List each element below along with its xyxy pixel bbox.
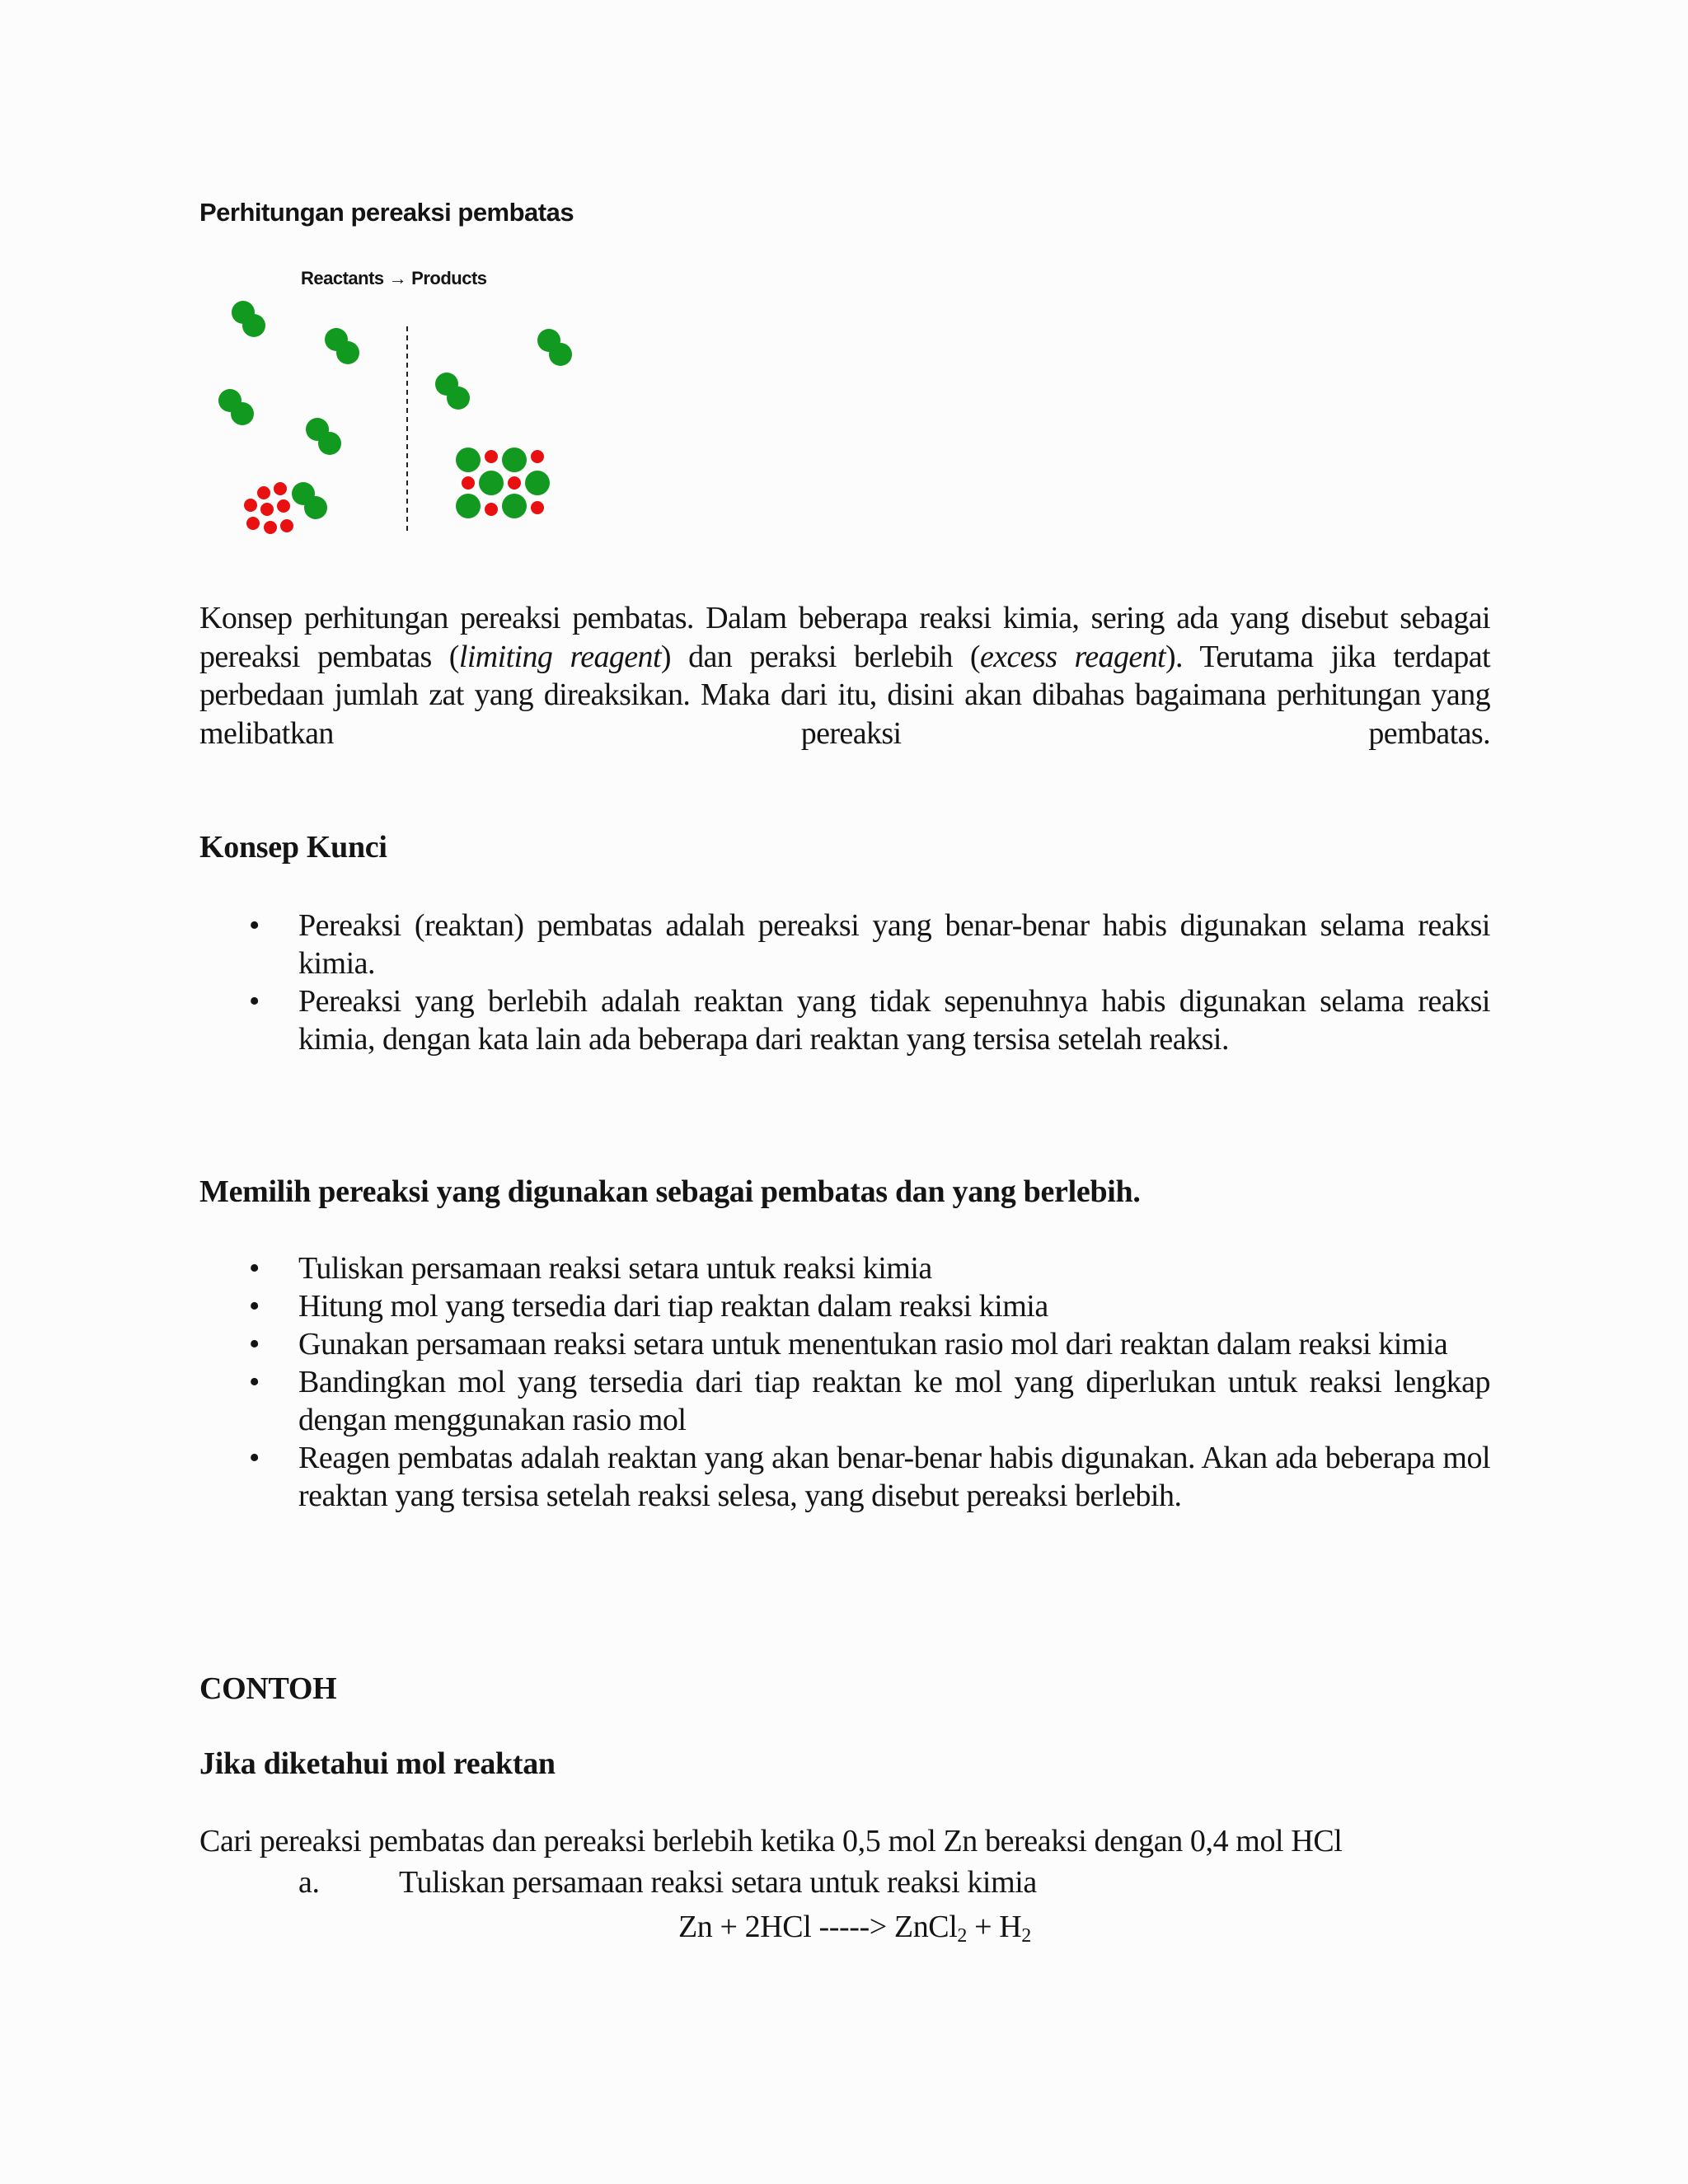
list-item-text: Reagen pembatas adalah reaktan yang akan benar-benar habis digunakan. Akan ada beberapa mol reaktan yang tersisa setelah reaksi selesa, yang disebut pereaksi berlebih. (298, 1441, 1490, 1513)
excess-reagent-term: excess reagent (979, 639, 1165, 674)
green-atom (549, 343, 572, 366)
equation-subscript: 2 (957, 1925, 968, 1947)
page-title: Perhitungan pereaksi pembatas (199, 198, 574, 227)
green-atom (502, 448, 527, 472)
step-text: Tuliskan persamaan reaksi setara untuk reaksi kimia (399, 1865, 1037, 1900)
red-atom (274, 482, 287, 495)
red-atom (246, 517, 260, 530)
memilih-heading: Memilih pereaksi yang digunakan sebagai pembatas dan yang berlebih. (199, 1174, 1141, 1209)
red-atom (257, 486, 270, 499)
reaction-figure (199, 262, 612, 546)
list-item-text: Gunakan persamaan reaksi setara untuk menentukan rasio mol dari reaktan dalam reaksi kimia (298, 1327, 1448, 1361)
equation-mid: + H (967, 1910, 1022, 1944)
red-atom (485, 503, 498, 516)
list-item-text: Pereaksi (reaktan) pembatas adalah pereaksi yang benar-benar habis digunakan selama reaksi kimia. (298, 908, 1490, 981)
product-molecules (435, 329, 572, 518)
intro-text-2: ) dan peraksi berlebih ( (660, 639, 980, 674)
list-item-text: Tuliskan persamaan reaksi setara untuk reaksi kimia (298, 1251, 932, 1286)
step-label: a. (298, 1865, 320, 1900)
green-atom (447, 387, 470, 410)
bullet-icon: • (249, 1365, 260, 1399)
intro-text-3: ). Terutama jika terdapat perbedaan jumlah zat yang direaksikan. Maka dari itu, disini akan dibahas bagaimana perhitungan yang melibatkan pereaksi pembatas. (199, 639, 1490, 751)
bullet-icon: • (249, 1327, 260, 1361)
bullet-icon: • (249, 1251, 260, 1286)
green-atom (318, 432, 341, 455)
green-atom (502, 494, 527, 518)
list-item-text: Hitung mol yang tersedia dari tiap reaktan dalam reaksi kimia (298, 1289, 1048, 1324)
list-item (199, 1325, 1490, 1363)
intro-paragraph (199, 599, 1490, 752)
red-atom (260, 503, 274, 516)
list-item-text: Pereaksi yang berlebih adalah reaktan yang tidak sepenuhnya habis digunakan selama reaksi kimia, dengan kata lain ada beberapa dari reaktan yang tersisa setelah reaksi. (298, 984, 1490, 1057)
equation-lhs: Zn + 2HCl -----> ZnCl (678, 1910, 958, 1944)
bullet-icon: • (249, 984, 260, 1019)
red-atom (280, 519, 293, 532)
red-atom (244, 499, 257, 512)
red-atom (277, 499, 290, 513)
green-atom (479, 471, 504, 495)
bullet-icon: • (249, 1289, 260, 1324)
contoh-subheading: Jika diketahui mol reaktan (199, 1746, 556, 1781)
limiting-reagent-term: limiting reagent (458, 639, 661, 674)
list-item (199, 907, 1490, 982)
list-item (199, 982, 1490, 1058)
reactants-label: Reactants (301, 268, 384, 288)
konsep-kunci-heading: Konsep Kunci (199, 830, 387, 865)
green-atom (304, 496, 327, 519)
green-atom (525, 471, 550, 495)
list-item-text: Bandingkan mol yang tersedia dari tiap reaktan ke mol yang diperlukan untuk reaksi lengkap dengan menggunakan rasio mol (298, 1365, 1490, 1437)
green-atom (336, 341, 359, 364)
products-label: Products (411, 268, 487, 288)
list-item (199, 1287, 1490, 1325)
arrow-icon: → (388, 268, 407, 288)
equation-subscript: 2 (1021, 1925, 1031, 1947)
molecules-diagram (199, 262, 612, 546)
red-atom (531, 450, 544, 463)
red-atom (531, 501, 544, 514)
bullet-icon: • (249, 908, 260, 943)
memilih-list (199, 1249, 1490, 1515)
red-atom (485, 450, 498, 463)
green-atom (231, 402, 254, 425)
problem-statement: Cari pereaksi pembatas dan pereaksi berlebih ketika 0,5 mol Zn bereaksi dengan 0,4 mol HCl (199, 1824, 1343, 1858)
red-atom (462, 476, 475, 490)
list-item (199, 1439, 1490, 1515)
reactant-molecules (218, 301, 359, 519)
konsep-kunci-list (199, 907, 1490, 1058)
green-atom (456, 448, 481, 472)
list-item (199, 1363, 1490, 1439)
bullet-icon: • (249, 1441, 260, 1475)
contoh-heading: CONTOH (199, 1671, 337, 1706)
reaction-equation (678, 1909, 1031, 1947)
intro-text-1: Konsep perhitungan pereaksi pembatas. Dalam beberapa reaksi kimia, sering ada yang disebut sebagai pereaksi pembatas ( (199, 601, 1490, 674)
green-atom (242, 314, 265, 337)
red-atom (508, 476, 521, 490)
green-atom (456, 494, 481, 518)
reactant-red-atoms (244, 482, 293, 534)
red-atom (264, 521, 277, 534)
list-item (199, 1249, 1490, 1287)
